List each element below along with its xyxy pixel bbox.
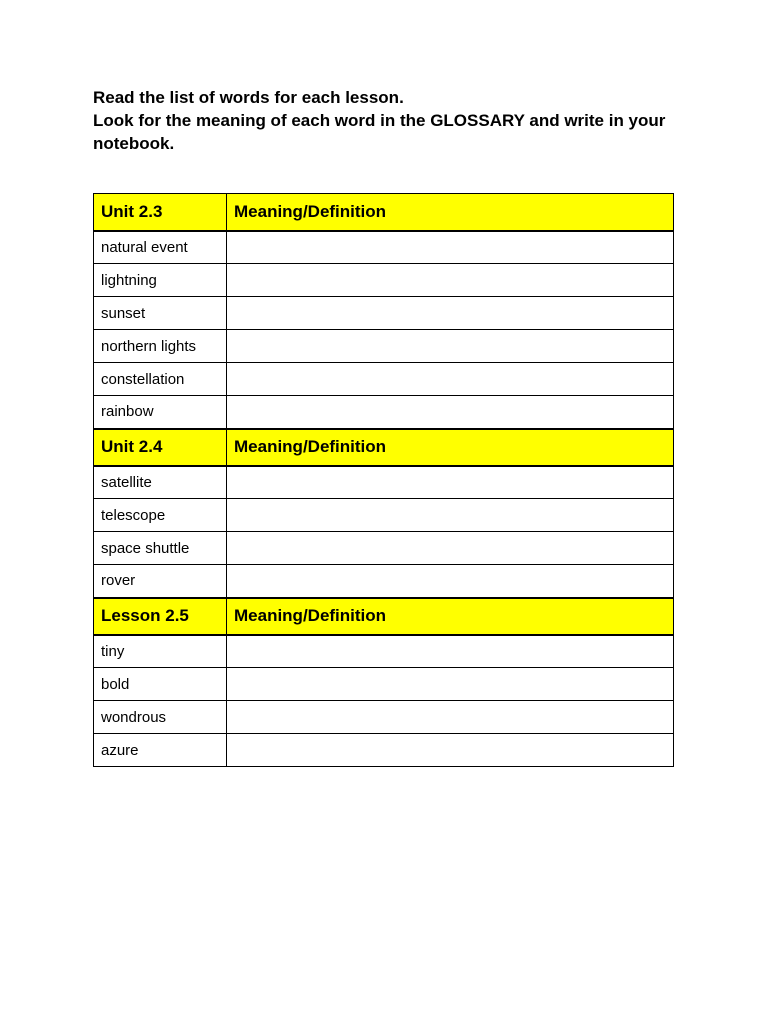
word-cell: satellite: [94, 466, 227, 499]
word-row: [94, 297, 674, 330]
definition-cell[interactable]: [227, 466, 674, 499]
section-title: Unit 2.3: [94, 194, 227, 231]
instructions: [93, 86, 693, 155]
word-cell: sunset: [94, 297, 227, 330]
word-cell: azure: [94, 734, 227, 767]
word-cell: wondrous: [94, 701, 227, 734]
definition-cell[interactable]: [227, 532, 674, 565]
instruction-line-2-start: Look for the meaning of each word in the: [93, 111, 431, 130]
word-row: [94, 330, 674, 363]
definition-header: Meaning/Definition: [227, 598, 674, 635]
word-row: [94, 396, 674, 429]
word-cell: rainbow: [94, 396, 227, 429]
section-header-unit-2-4: [94, 429, 674, 466]
word-cell: space shuttle: [94, 532, 227, 565]
glossary-term: GLOSSARY: [430, 111, 525, 130]
definition-cell[interactable]: [227, 701, 674, 734]
word-cell: tiny: [94, 635, 227, 668]
definition-cell[interactable]: [227, 231, 674, 264]
word-row: [94, 499, 674, 532]
definition-cell[interactable]: [227, 363, 674, 396]
definition-header: Meaning/Definition: [227, 429, 674, 466]
word-cell: natural event: [94, 231, 227, 264]
definition-cell[interactable]: [227, 330, 674, 363]
word-row: [94, 532, 674, 565]
instruction-line-1: Read the list of words for each lesson.: [93, 88, 404, 107]
section-header-lesson-2-5: [94, 598, 674, 635]
word-cell: lightning: [94, 264, 227, 297]
word-cell: northern lights: [94, 330, 227, 363]
definition-cell[interactable]: [227, 635, 674, 668]
word-row: [94, 565, 674, 598]
definition-cell[interactable]: [227, 264, 674, 297]
vocabulary-table: [93, 193, 674, 767]
word-cell: constellation: [94, 363, 227, 396]
word-row: [94, 264, 674, 297]
section-header-unit-2-3: [94, 194, 674, 231]
section-title: Lesson 2.5: [94, 598, 227, 635]
definition-cell[interactable]: [227, 565, 674, 598]
definition-cell[interactable]: [227, 668, 674, 701]
word-cell: bold: [94, 668, 227, 701]
section-title: Unit 2.4: [94, 429, 227, 466]
word-row: [94, 668, 674, 701]
word-cell: telescope: [94, 499, 227, 532]
word-cell: rover: [94, 565, 227, 598]
definition-cell[interactable]: [227, 396, 674, 429]
definition-header: Meaning/Definition: [227, 194, 674, 231]
definition-cell[interactable]: [227, 499, 674, 532]
word-row: [94, 466, 674, 499]
definition-cell[interactable]: [227, 734, 674, 767]
word-row: [94, 635, 674, 668]
word-row: [94, 734, 674, 767]
instruction-line-2-end: and write in your notebook.: [93, 111, 666, 153]
definition-cell[interactable]: [227, 297, 674, 330]
word-row: [94, 363, 674, 396]
word-row: [94, 231, 674, 264]
word-row: [94, 701, 674, 734]
instruction-line-2: [93, 109, 693, 155]
